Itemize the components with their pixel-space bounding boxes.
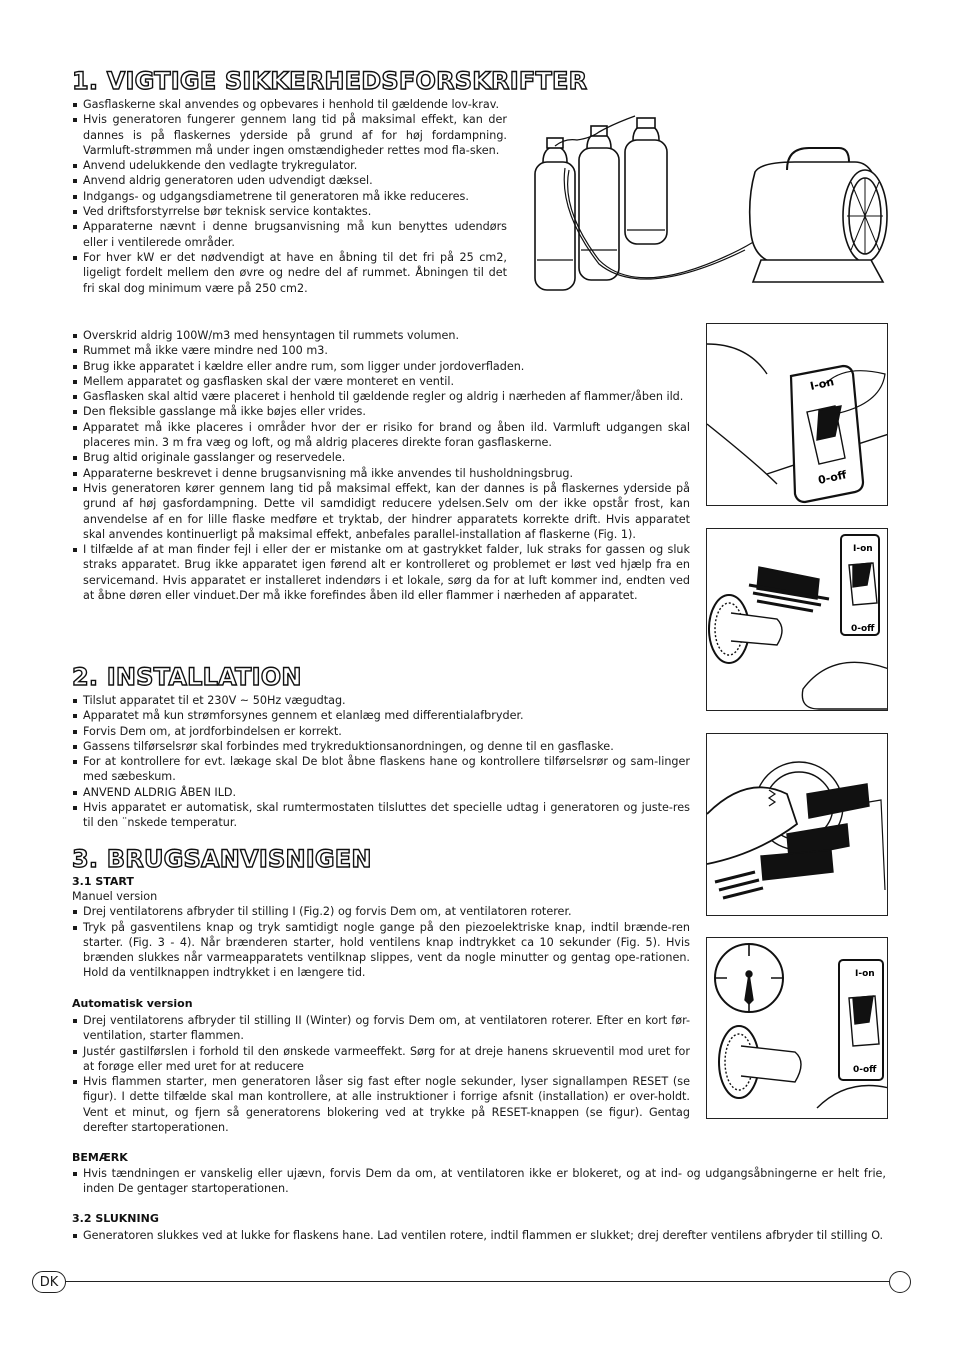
section1-list-wide	[72, 328, 690, 603]
list-item: Forvis Dem om, at jordforbindelsen er korrekt.	[72, 724, 690, 739]
list-item: Brug ikke apparatet i kældre eller andre rum, som ligger under jordoverfladen.	[72, 359, 690, 374]
list-item: Generatoren slukkes ved at lukke for flaskens hane. Lad ventilen rotere, indtil flammen er slukket; drej derefter ventilens afbryder til stilling O.	[72, 1228, 886, 1243]
heater-illustration	[525, 110, 897, 300]
manual-label: Manuel version	[72, 890, 158, 903]
section1-list-narrow	[72, 97, 507, 296]
list-item: Mellem apparatet og gasflasken skal der være monteret en ventil.	[72, 374, 690, 389]
list-item: Tilslut apparatet til et 230V ~ 50Hz vægudtag.	[72, 693, 690, 708]
list-item: For at kontrollere for evt. lækage skal De blot åbne flaskens hane og kontrollere tilførselsrør og sam-linger med sæbeskum.	[72, 754, 690, 785]
knob-press-illustration	[707, 529, 888, 711]
auto-list	[72, 1013, 690, 1135]
list-item: Gassens tilførselsrør skal forbindes med trykreduktionsanordningen, og denne til en gasflaske.	[72, 739, 690, 754]
list-item: I tilfælde af at man finder fejl i eller der er mistanke om at gastrykket falder, luk straks for gassen og sluk straks apparatet. Brug ikke apparatet igen førend alt er kontrolleret og problemet er løst ved hjælp fra en servicemand. Hvis apparatet er installeret indendørs i et lokale, sørg da for at luft kommer ind, endten ved at åbne døren eller vinduet.Der må ikke forefindes åben ild eller flammer i nærheden af apparatet.	[72, 542, 690, 603]
list-item: Apparaterne nævnt i denne brugsanvisning må kun benyttes udendørs eller i ventilerede områder.	[72, 219, 507, 250]
fig3-off-label: 0-off	[851, 624, 875, 634]
manual-block	[72, 889, 690, 981]
list-item: Tryk på gasventilens knap og tryk samtidigt nogle gange på den piezoelektriske knap, indtil brænde-ren starter. (Fig. 3 - 4). Når brænderen starter, hold ventilens knap indtrykket ca 10 sekunder (Fig. 5). Hvis brænden slukkes når varmeapparatets ventilknap slippes, vent da nogle minutter og gentag ope-rationen. Hold da ventilknappen indtrykket i en længere tid.	[72, 920, 690, 981]
list-item: Justér gastilførslen i forhold til den ønskede varmeeffekt. Sørg for at dreje hanens skrueventil mod uret for at forøge eller med uret for at reducere	[72, 1044, 690, 1075]
list-item: Apparaterne beskrevet i denne brugsanvisning må ikke anvendes til husholdningsbrug.	[72, 466, 690, 481]
list-item: Gasflasken skal altid være placeret i henhold til gældende regler og aldrig i nærheden af flammer/åben ild.	[72, 389, 690, 404]
piezo-illustration	[707, 734, 888, 916]
hold-knob-illustration	[707, 938, 888, 1119]
section1-title: 1. VIGTIGE SIKKERHEDSFORSKRIFTER	[72, 67, 588, 95]
list-item: Gasflaskerne skal anvendes og opbevares i henhold til gældende lov-krav.	[72, 97, 507, 112]
list-item: Anvend aldrig generatoren uden udvendigt dæksel.	[72, 173, 507, 188]
list-item: Brug altid originale gasslanger og reservedele.	[72, 450, 690, 465]
figure-knob-press	[706, 528, 888, 711]
figure-piezo-press	[706, 733, 888, 916]
section2-title: 2. INSTALLATION	[72, 663, 302, 691]
figure-hold-knob	[706, 937, 888, 1119]
list-item: Hvis generatoren kører gennem lang tid på maksimal effekt, kan der dannes is på flaskernes yderside på grund af høj gasfordampning. Dette vil samdidigt reducere ydelsen.Selv om der ikke opstår frost, kan anvendelse af en for lille flaske medføre et tryktab, der hindrer apparatets korrekte drift. Hvis apparatet skal anvendes kontinuerligt på maksimal effekt, anbefales parallel-installation af flaskerne (Fig. 1).	[72, 481, 690, 542]
switch-on-label: I-on	[808, 375, 836, 393]
list-item: Anvend udelukkende den vedlagte trykregulator.	[72, 158, 507, 173]
list-item: Rummet må ikke være mindre ned 100 m3.	[72, 343, 690, 358]
fig5-on-label: I-on	[855, 969, 875, 979]
list-item: Indgangs- og udgangsdiametrene til generatoren må ikke reduceres.	[72, 189, 507, 204]
switch-illustration	[707, 324, 888, 506]
figure-switch-on	[706, 323, 888, 506]
list-item: Overskrid aldrig 100W/m3 med hensyntagen til rummets volumen.	[72, 328, 690, 343]
page-number-marker	[889, 1271, 911, 1293]
list-item: Den fleksible gasslange må ikke bøjes eller vrides.	[72, 404, 690, 419]
list-item: Drej ventilatorens afbryder til stilling II (Winter) og forvis Dem om, at ventilatoren roterer. Efter en kort før-ventilation, starter flammen.	[72, 1013, 690, 1044]
language-badge: DK	[32, 1271, 66, 1293]
list-item: For hver kW er det nødvendigt at have en åbning til det fri på 25 cm2, ligeligt fordelt mellem den øvre og nedre del af rummet. Åbningen til det fri skal dog minimum være på 250 cm2.	[72, 250, 507, 296]
footer-rule	[56, 1281, 892, 1282]
list-item: Hvis tændningen er vanskelig eller ujævn, forvis Dem da om, at ventilatoren ikke er blokeret, og at ind- og udgangsåbningerne er helt frie, inden De gentager startoperationen.	[72, 1166, 886, 1197]
list-item: Apparatet må kun strømforsynes gennem et elanlæg med differentialafbryder.	[72, 708, 690, 723]
section3-title: 3. BRUGSANVISNIGEN	[72, 845, 372, 873]
list-item: Hvis generatoren fungerer gennem lang tid på maksimal effekt, kan der dannes is på flaskernes yderside på grund af for høj fordampning. Varmluft-strømmen må under ingen omstændigheder rettes mod fla-sken.	[72, 112, 507, 158]
note-heading: BEMÆRK	[72, 1151, 128, 1164]
auto-heading: Automatisk version	[72, 997, 193, 1010]
list-item: Apparatet må ikke placeres i områder hvor der er risiko for brand og åben ild. Varmluft udgangen skal placeres min. 3 m fra væg og loft, og må aldrig placeres direkte foran gasflaskerne.	[72, 420, 690, 451]
fig5-off-label: 0-off	[853, 1065, 877, 1075]
list-item: Drej ventilatorens afbryder til stilling I (Fig.2) og forvis Dem om, at ventilatoren roterer.	[72, 904, 690, 919]
section2-list	[72, 693, 690, 831]
fig3-on-label: I-on	[853, 544, 873, 554]
list-item: ANVEND ALDRIG ÅBEN ILD.	[72, 785, 690, 800]
off-list	[72, 1228, 886, 1243]
list-item: Ved driftsforstyrrelse bør teknisk service kontaktes.	[72, 204, 507, 219]
figure-heater-bottles	[525, 110, 897, 300]
switch-off-label: 0-off	[816, 468, 848, 487]
off-heading: 3.2 SLUKNING	[72, 1212, 159, 1225]
note-list	[72, 1166, 886, 1197]
list-item: Hvis apparatet er automatisk, skal rumtermostaten tilsluttes det specielle udtag i generatoren og juste-res til den ¨nskede temperatur.	[72, 800, 690, 831]
start-heading: 3.1 START	[72, 875, 134, 888]
list-item: Hvis flammen starter, men generatoren låser sig fast efter nogle sekunder, lyser signallampen RESET (se figur). I dette tilfælde skal man kontrollere, at alle instruktioner i forrige afsnit (installation) er over-holdt. Vent et minut, og fjern så generatorens blokering ved at trykke på RESET-knappen (se figur). Gentag derefter startoperationen.	[72, 1074, 690, 1135]
